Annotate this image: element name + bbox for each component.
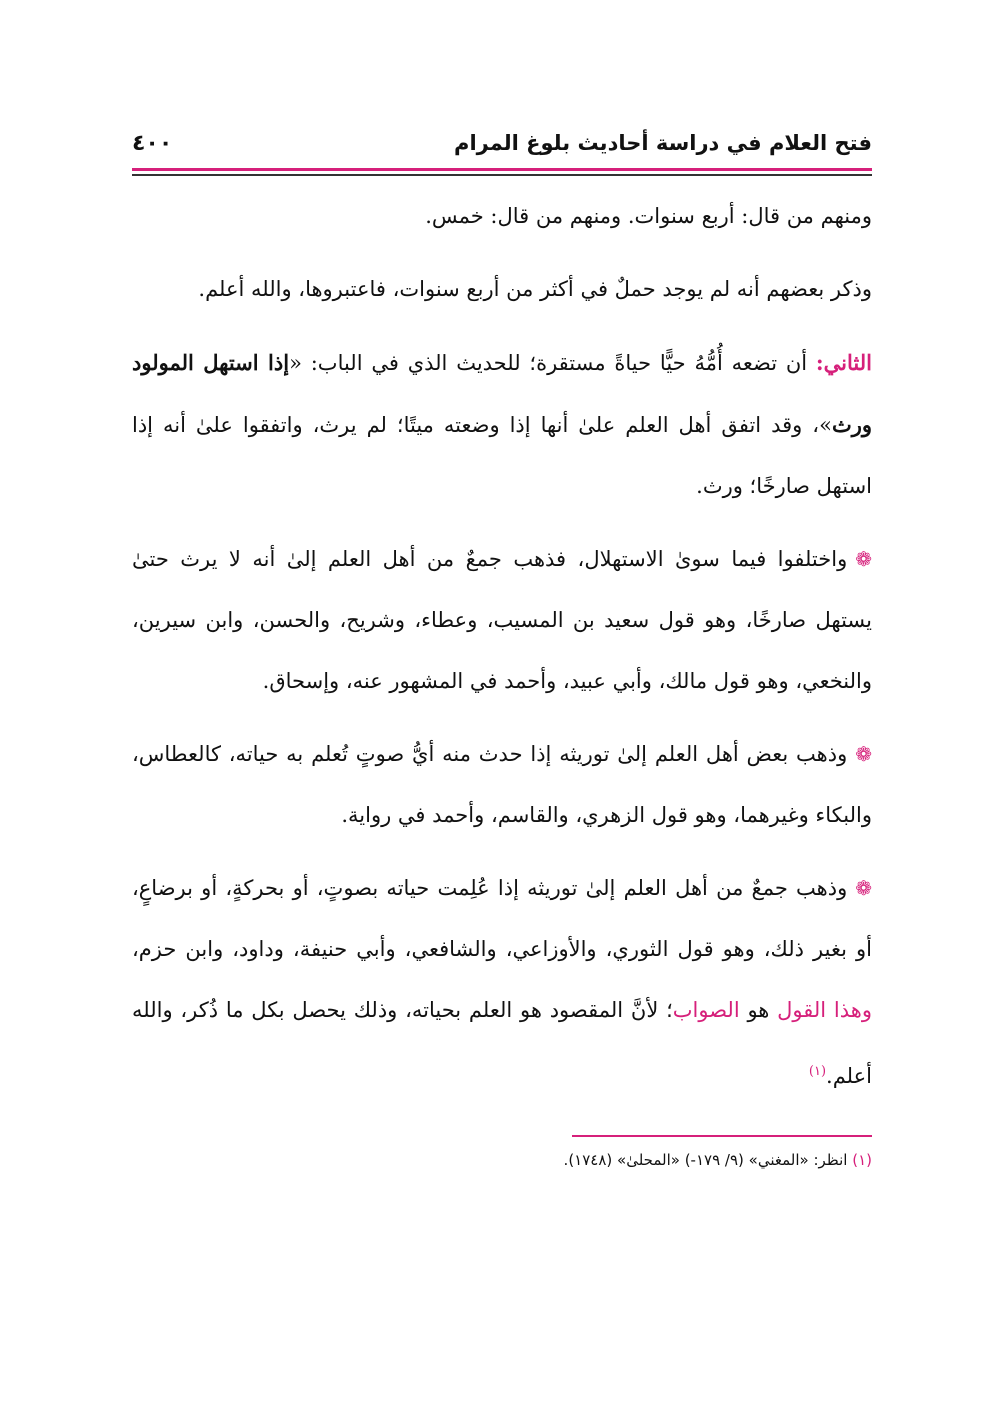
section-label: الثاني: xyxy=(815,350,872,375)
flower-bullet-icon: ❁ xyxy=(855,547,872,571)
paragraph-4-text: واختلفوا فيما سوىٰ الاستهلال، فذهب جمعٌ من أهل العلم إلىٰ أنه لا يرث حتىٰ يستهل صارخًا، وهو قول سعيد بن المسيب، وعطاء، وشريح، والحسن، وابن سيرين، والنخعي، وهو قول مالك، وأبي عبيد، وأحمد في المشهور عنه، وإسحاق. xyxy=(132,547,872,693)
book-title: فتح العلام في دراسة أحاديث بلوغ المرام xyxy=(454,131,872,155)
paragraph-4 xyxy=(132,529,872,712)
paragraph-3 xyxy=(132,332,872,517)
page xyxy=(132,120,872,1169)
footnote-text: انظر: «المغني» (٩/ ١٧٩-) «المحلىٰ» (١٧٤٨). xyxy=(563,1151,853,1169)
hadith-quote: إذا استهل المولود ورث xyxy=(132,350,872,437)
paragraph-6-text-a: وذهب جمعٌ من أهل العلم إلىٰ توريثه إذا عُلِمت حياته بصوتٍ، أو بحركةٍ، أو برضاعٍ، أو بغير ذلك، وهو قول الثوري، والأوزاعي، والشافعي، وأبي حنيفة، وداود، وابن حزم، xyxy=(132,876,872,961)
paragraph-6-text-c: ؛ لأنَّ المقصود هو العلم بحياته، وذلك يحصل بكل ما ذُكر، والله أعلم. xyxy=(132,998,872,1088)
page-number: ٤٠٠ xyxy=(132,130,173,156)
header-rule-pink xyxy=(132,168,872,171)
footnote-divider xyxy=(572,1135,872,1137)
paragraph-1: ومنهم من قال: أربع سنوات. ومنهم من قال: خمس. xyxy=(425,204,872,228)
paragraph-6-text-b: هو xyxy=(739,998,778,1022)
paragraph-3-text-a: أن تضعه أُمُّهُ حيًّا حياةً مستقرة؛ للحديث الذي في الباب: « xyxy=(289,351,816,375)
paragraph-6 xyxy=(132,858,872,1107)
paragraph-5-text: وذهب بعض أهل العلم إلىٰ توريثه إذا حدث منه أيُّ صوتٍ تُعلم به حياته، كالعطاس، والبكاء وغيرهما، وهو قول الزهري، والقاسم، وأحمد في رواية. xyxy=(132,742,872,827)
header-rule-dark xyxy=(132,174,872,176)
footnote-reference[interactable]: (١) xyxy=(808,1064,827,1079)
footnote-number: (١) xyxy=(852,1151,872,1169)
paragraph-2: وذكر بعضهم أنه لم يوجد حملٌ في أكثر من أربع سنوات، فاعتبروها، والله أعلم. xyxy=(198,277,872,301)
highlight-this-opinion: وهذا القول xyxy=(777,998,872,1022)
page-header xyxy=(132,120,872,166)
flower-bullet-icon: ❁ xyxy=(855,742,872,766)
highlight-correct: الصواب xyxy=(672,998,740,1022)
flower-bullet-icon: ❁ xyxy=(855,876,872,900)
paragraph-5 xyxy=(132,724,872,846)
paragraph-3-text-b: »، وقد اتفق أهل العلم علىٰ أنها إذا وضعته ميتًا؛ لم يرث، واتفقوا علىٰ أنه إذا استهل صارخًا؛ ورث. xyxy=(132,413,872,498)
footnote xyxy=(132,1151,872,1169)
